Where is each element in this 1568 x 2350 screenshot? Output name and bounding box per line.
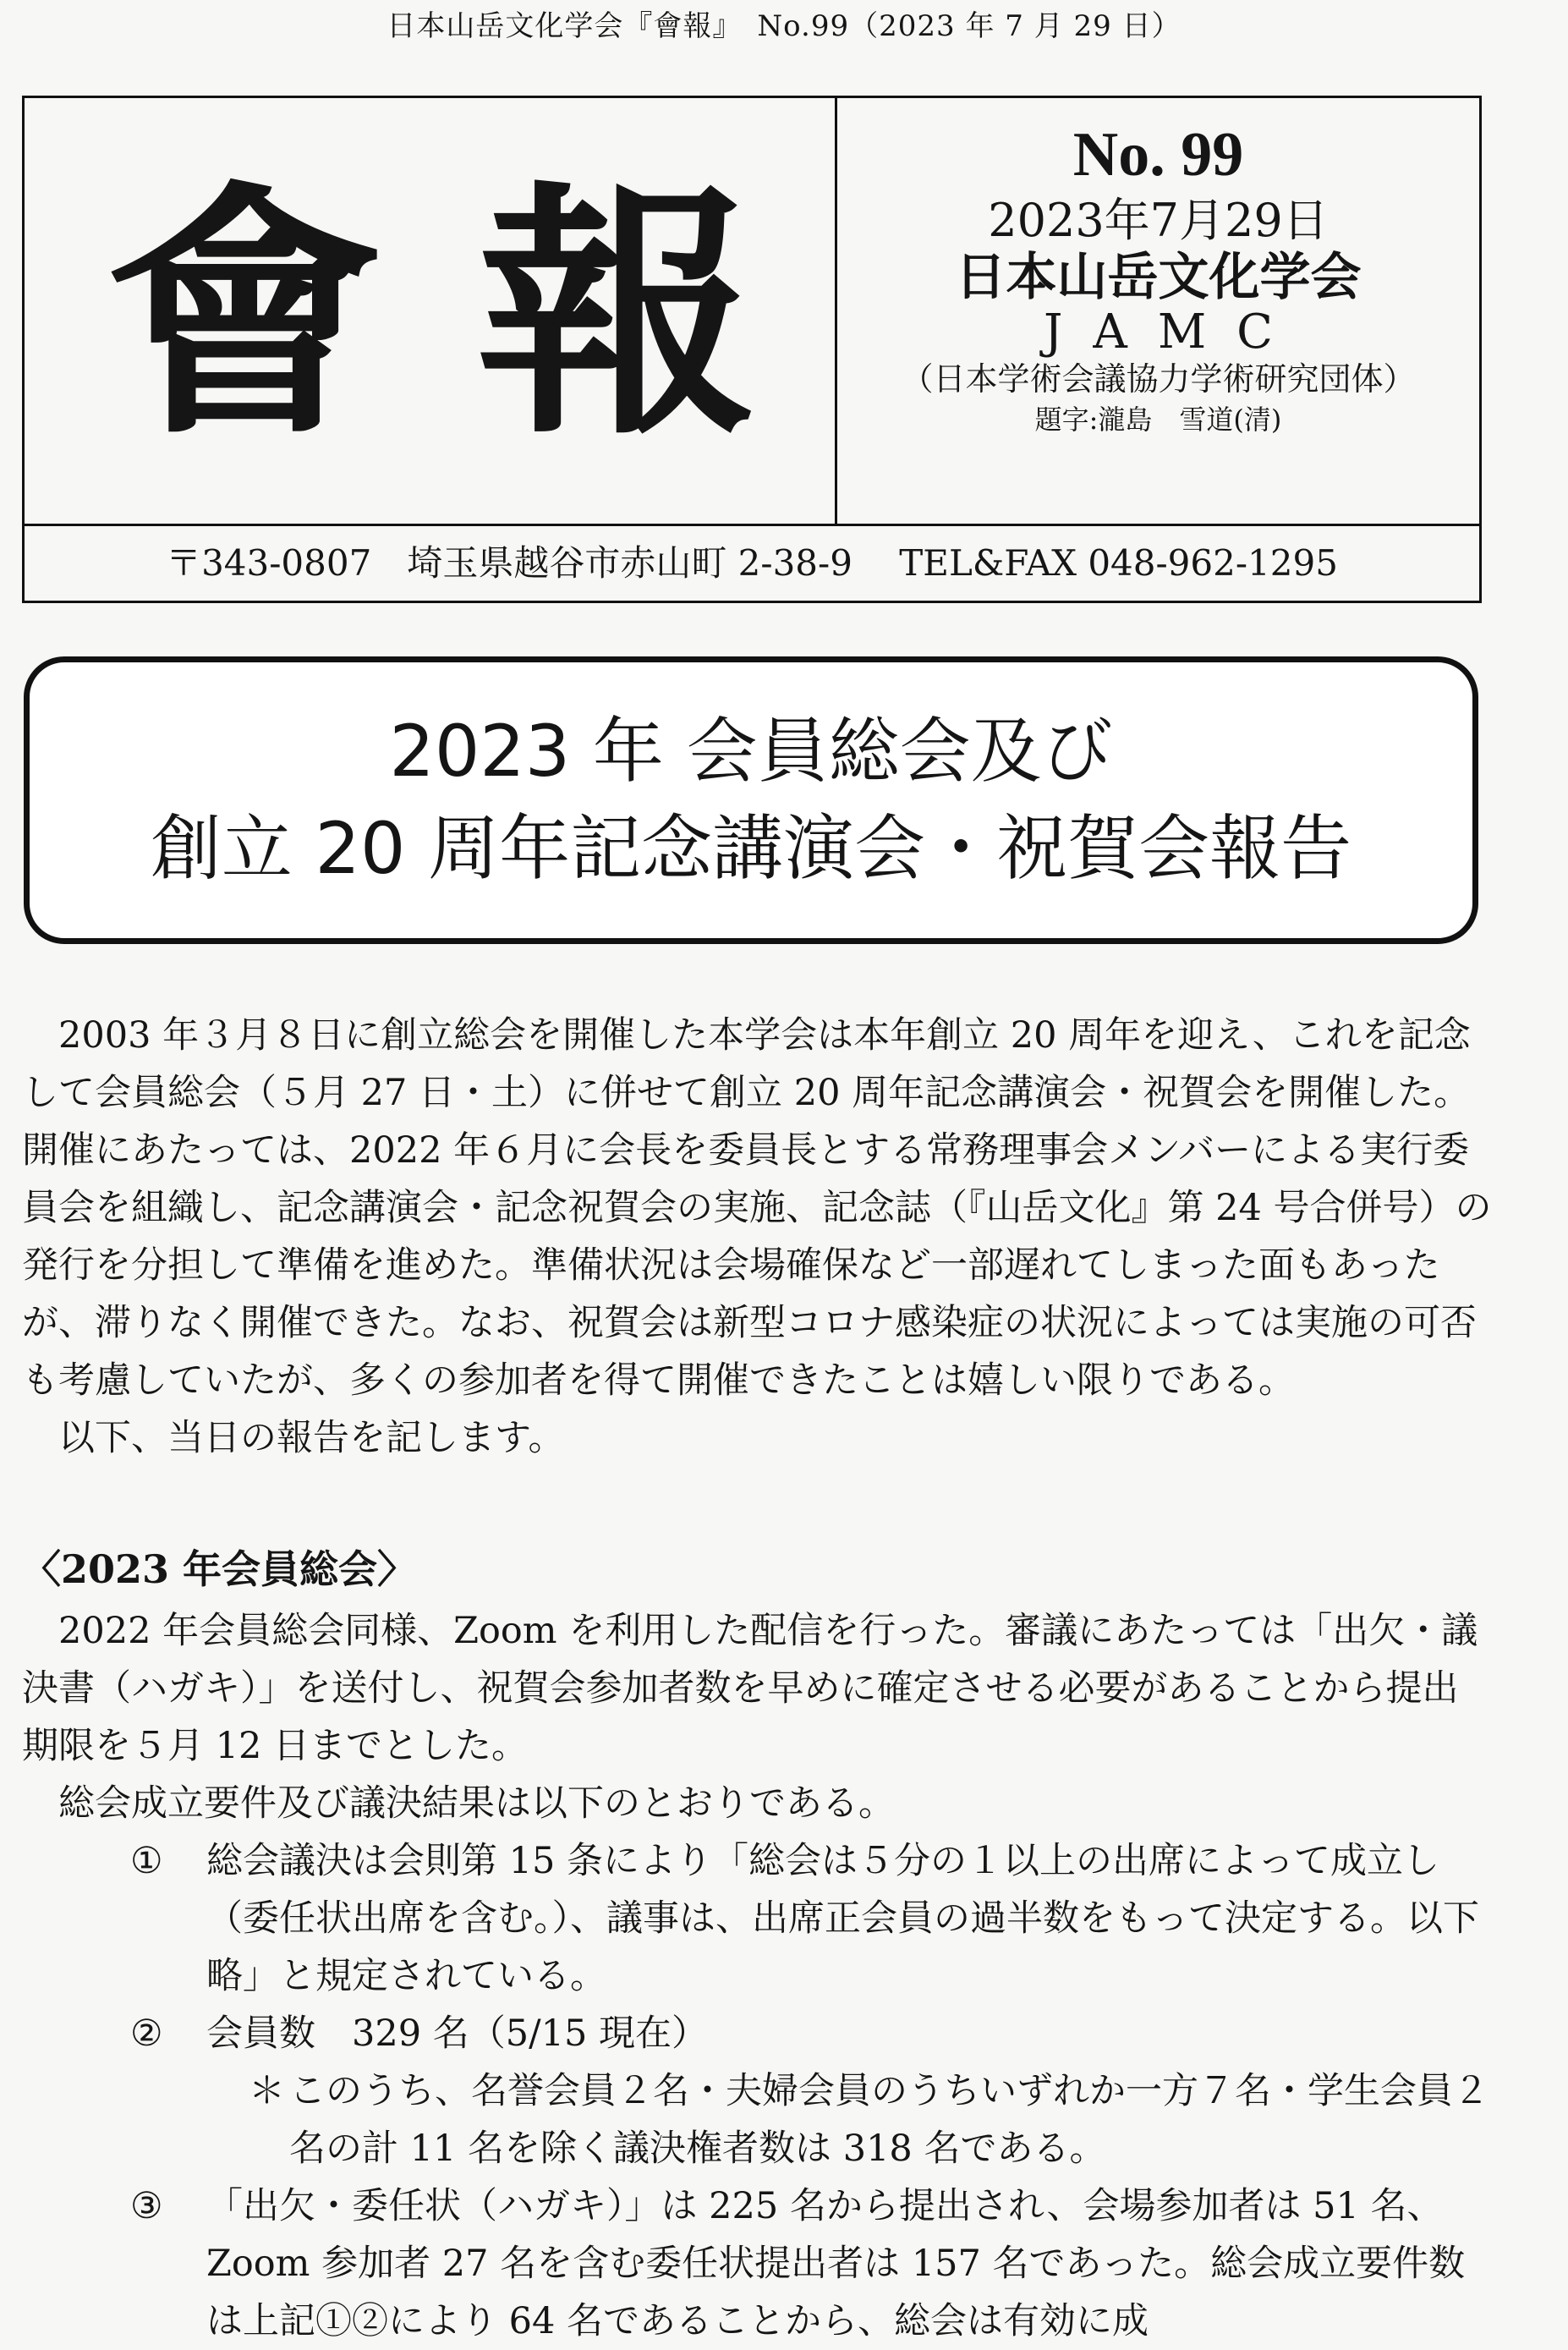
calligraphy-char-ho: 報 xyxy=(477,157,756,470)
banner-title-line-2: 創立 20 周年記念講演会・祝賀会報告 xyxy=(150,807,1352,890)
list-item xyxy=(22,2005,1494,2062)
running-header: 日本山岳文化学会『會報』 No.99（2023 年 7 月 29 日） xyxy=(387,9,1181,43)
item-number: ③ xyxy=(130,2185,163,2227)
intro-paragraph: 2003 年３月８日に創立総会を開催した本学会は本年創立 20 周年を迎え、これを記念して会員総会（５月 27 日・土）に併せて創立 20 周年記念講演会・祝賀会を開催した。開催にあたっては、2022 年６月に会長を委員長とする常務理事会メンバーによる実行委員会を組織し、記念講演会・記念祝賀会の実施、記念誌（『山岳文化』第 24 号合併号）の発行を分担して準備を進めた。準備状況は会場確保など一部遅れてしまった面もあったが、滞りなく開催できた。なお、祝賀会は新型コロナ感染症の状況によっては実施の可否も考慮していたが、多くの参加者を得て開催できたことは嬉しい限りである。 xyxy=(22,1014,1492,1402)
item-number: ② xyxy=(130,2012,163,2055)
list-item xyxy=(22,1832,1494,2005)
section-heading: 〈2023 年会員総会〉 xyxy=(22,1546,417,1592)
report-title-banner xyxy=(24,656,1478,944)
calligraphy-title xyxy=(58,153,803,475)
item-note xyxy=(22,2062,1494,2177)
note-text: このうち、名誉会員２名・夫婦会員のうちいずれか一方７名・学生会員２名の計 11 名を除く議決権者数は 318 名である。 xyxy=(289,2070,1489,2170)
note-asterisk: ＊ xyxy=(249,2070,285,2112)
section-lead: 総会成立要件及び議決結果は以下のとおりである。 xyxy=(58,1782,895,1825)
item-text: 総会議決は会則第 15 条により「総会は５分の１以上の出席によって成立し（委任状出席を含む。）、議事は、出席正会員の過半数をもって決定する。以下略」と規定されている。 xyxy=(206,1840,1479,1997)
issue-number: No. 99 xyxy=(1072,120,1244,189)
intro-followup: 以下、当日の報告を記します。 xyxy=(58,1417,565,1459)
intro-block xyxy=(22,1007,1494,1467)
society-affiliation: （日本学術会議協力学術研究団体） xyxy=(901,360,1416,398)
banner-title-line-1: 2023 年 会員総会及び xyxy=(389,710,1113,793)
item-text: 会員数 329 名（5/15 現在） xyxy=(206,2012,708,2055)
item-text: 「出欠・委任状（ハガキ）」は 225 名から提出され、会場参加者は 51 名、Zoom 参加者 27 名を含む委任状提出者は 157 名であった。総会成立要件数は上記①②により 64 名であることから、総会は有効に成 xyxy=(206,2185,1466,2342)
general-meeting-section xyxy=(22,1536,1494,2350)
society-acronym: JAMC xyxy=(1043,305,1304,360)
list-item xyxy=(22,2177,1494,2350)
masthead-info-cell xyxy=(837,98,1479,524)
calligraphy-credit: 題字:瀧島 雪道(清) xyxy=(1034,404,1282,437)
section-paragraph: 2022 年会員総会同様、Zoom を利用した配信を行った。審議にあたっては「出欠・議決書（ハガキ）」を送付し、祝賀会参加者数を早めに確定させる必要があることから提出期限を５月 12 日までとした。 xyxy=(22,1610,1478,1767)
masthead xyxy=(22,96,1482,603)
society-name: 日本山岳文化学会 xyxy=(955,248,1362,308)
item-number: ① xyxy=(130,1840,163,1882)
society-address: 〒343-0807 埼玉県越谷市赤山町 2-38-9 TEL&FAX 048-962-1295 xyxy=(166,542,1338,584)
issue-date: 2023年7月29日 xyxy=(988,194,1329,247)
calligraphy-char-kai: 會 xyxy=(105,157,384,470)
masthead-title-cell xyxy=(25,98,835,524)
